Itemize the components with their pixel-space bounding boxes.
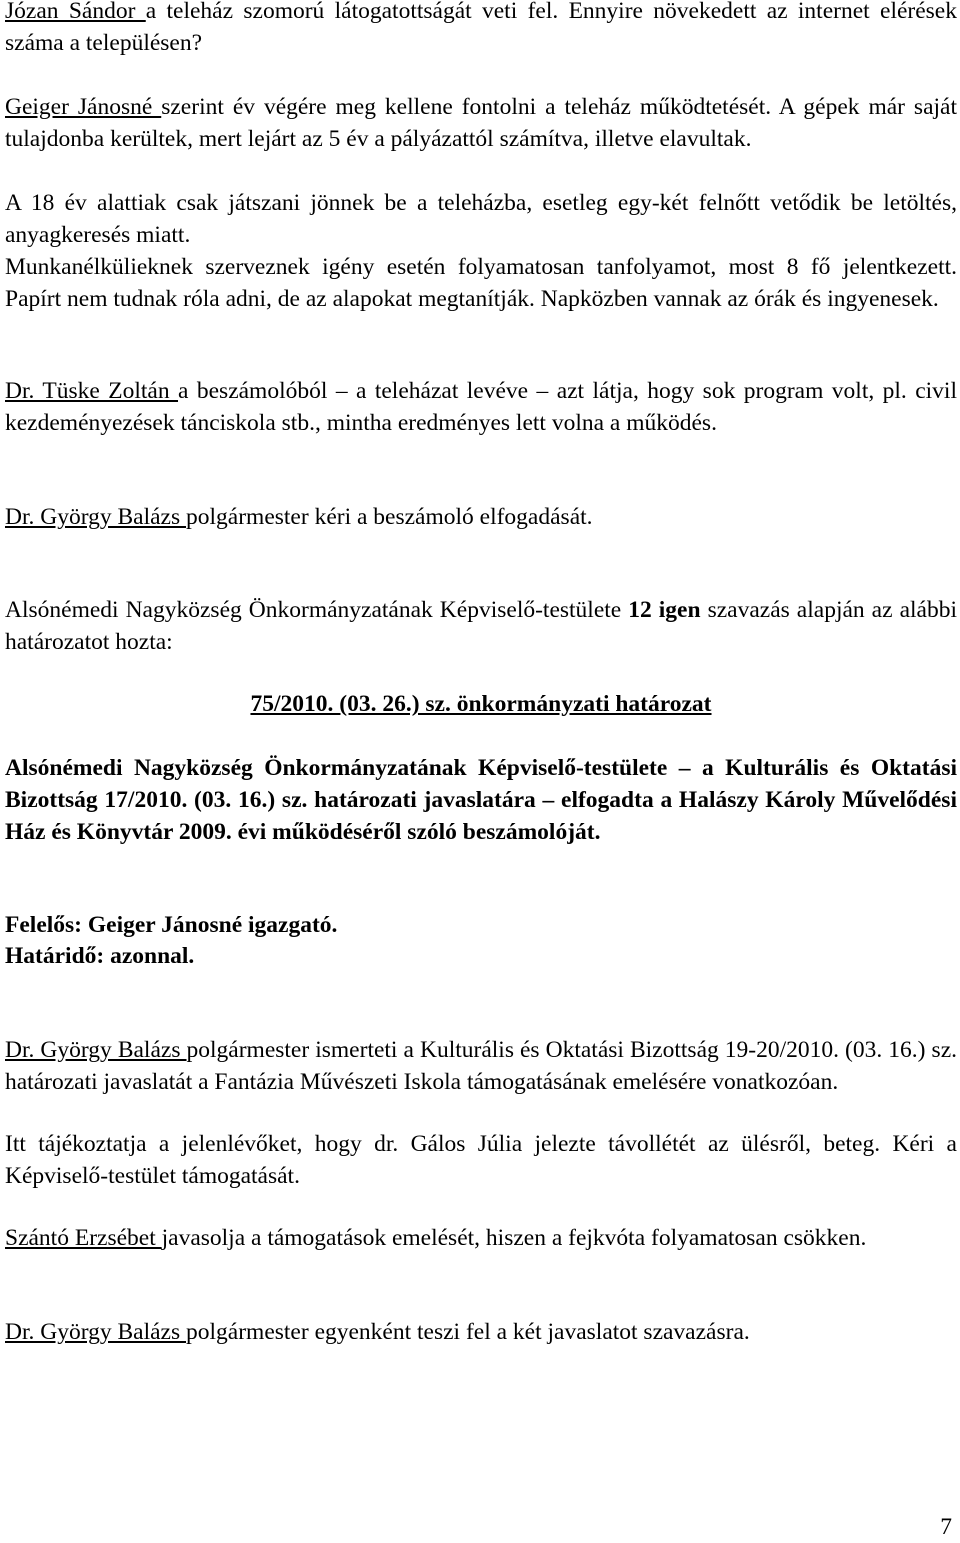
paragraph-under-18: [5, 187, 957, 251]
paragraph-text: a teleház szomorú látogatottságát veti fel. Ennyire növekedett az internet elérések száma a településen?: [5, 0, 957, 56]
paragraph-gyorgy-balazs-vote: [5, 1316, 957, 1348]
resolution-deadline: Határidő: azonnal.: [5, 943, 195, 969]
paragraph-szanto-erzsebet: [5, 1222, 957, 1254]
paragraph-tuske-zoltan: [5, 375, 957, 439]
speaker-name: Szántó Erzsébet: [5, 1225, 162, 1251]
paragraph-text: Alsónémedi Nagyközség Önkormányzatának Képviselő-testülete: [5, 597, 629, 623]
paragraph-text: polgármester kéri a beszámoló elfogadását.: [186, 504, 593, 530]
paragraph-text: javasolja a támogatások emelését, hiszen a fejkvóta folyamatosan csökken.: [161, 1225, 867, 1251]
resolution-title: 75/2010. (03. 26.) sz. önkormányzati határozat: [250, 691, 712, 717]
paragraph-text: Itt tájékoztatja a jelenlévőket, hogy dr. Gálos Júlia jelezte távollétét az ülésről, beteg. Kéri a Képviselő-testület támogatását.: [5, 1131, 957, 1189]
resolution-body: Alsónémedi Nagyközség Önkormányzatának Képviselő-testülete – a Kulturális és Oktatási Bizottság 17/2010. (03. 16.) sz. határozati javaslatára – elfogadta a Halászy Károly Művelődési Ház és Könyvtár 2009. évi működéséről szóló beszámolóját.: [5, 755, 957, 845]
paragraph-text: polgármester ismerteti a Kulturális és Oktatási Bizottság 19-20/2010. (03. 16.) sz. határozati javaslatát a Fantázia Művészeti Iskola támogatásának emelésére vonatkozóan.: [5, 1037, 957, 1095]
paragraph-text: polgármester egyenként teszi fel a két javaslatot szavazásra.: [186, 1319, 750, 1345]
paragraph-geiger-janosne: [5, 91, 957, 155]
speaker-name: Geiger Jánosné: [5, 94, 162, 120]
paragraph-gyorgy-balazs-request: [5, 501, 957, 533]
paragraph-text: Munkanélkülieknek szerveznek igény esetén folyamatosan tanfolyamot, most 8 fő jelentkezett. Papírt nem tudnak róla adni, de az alapokat megtanítják. Napközben vannak az órák és ingyenesek.: [5, 254, 957, 312]
paragraph-text: szavazás alapján az alábbi határozatot hozta:: [5, 597, 957, 655]
paragraph-text: A 18 év alattiak csak játszani jönnek be a teleházba, esetleg egy-két felnőtt vetődik be letöltés, anyagkeresés miatt.: [5, 190, 957, 248]
paragraph-vote-intro: [5, 594, 957, 658]
paragraph-text: a beszámolóból – a teleházat levéve – azt látja, hogy sok program volt, pl. civil kezdeményezések tánciskola stb., mintha eredményes lett volna a működés.: [5, 378, 957, 436]
page-number: 7: [940, 1514, 952, 1540]
paragraph-gyorgy-balazs-fantazia: [5, 1034, 957, 1098]
speaker-name: Dr. Tüske Zoltán: [5, 378, 179, 404]
speaker-name: Dr. György Balázs: [5, 1037, 187, 1063]
resolution-responsible: Felelős: Geiger Jánosné igazgató.: [5, 912, 338, 938]
vote-count: 12 igen: [628, 597, 701, 623]
speaker-name: Dr. György Balázs: [5, 504, 187, 530]
paragraph-galos-julia: [5, 1128, 957, 1192]
speaker-name: Józan Sándor: [5, 0, 146, 24]
paragraph-text: szerint év végére meg kellene fontolni a teleház működtetését. A gépek már saját tulajdonba kerültek, mert lejárt az 5 év a pályázattól számítva, illetve elavultak.: [5, 94, 957, 152]
paragraph-unemployed-courses: [5, 251, 957, 315]
paragraph-jozan-sandor: [5, 0, 957, 59]
speaker-name: Dr. György Balázs: [5, 1319, 187, 1345]
